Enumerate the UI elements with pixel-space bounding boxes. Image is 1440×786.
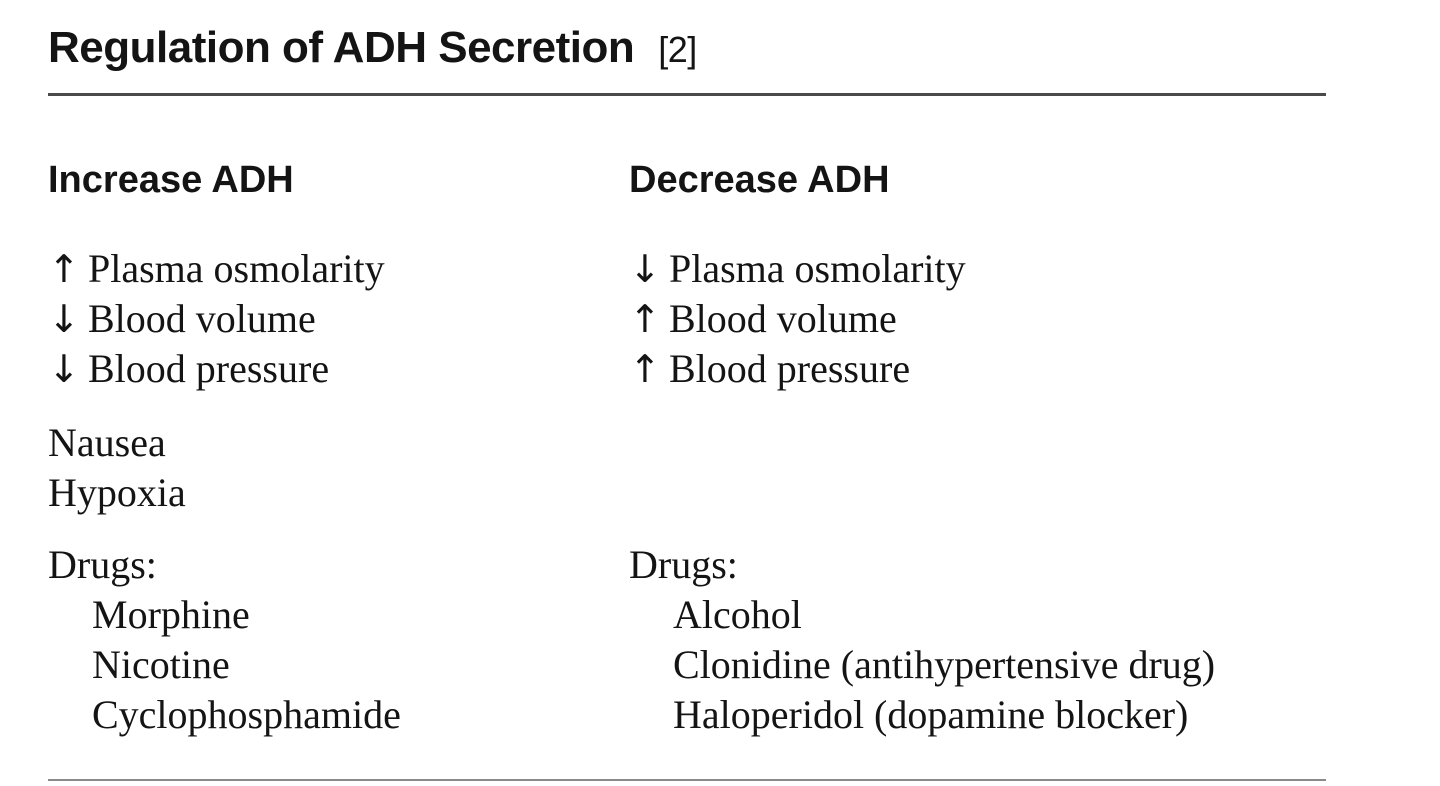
list-item: ↑ Blood pressure — [629, 344, 966, 394]
drugs-label: Drugs: — [629, 542, 738, 587]
list-item: ↑ Plasma osmolarity — [48, 244, 385, 294]
top-divider — [48, 93, 1326, 96]
list-item: Cyclophosphamide — [92, 692, 401, 737]
arrow-up-icon: ↑ — [629, 347, 661, 391]
page-title — [48, 20, 697, 78]
list-item: ↓ Plasma osmolarity — [629, 244, 966, 294]
list-item: Haloperidol (dopamine blocker) — [673, 692, 1189, 737]
physiological-changes-list — [48, 244, 385, 394]
list-item: ↓ Blood pressure — [48, 344, 385, 394]
column-heading: Decrease ADH — [629, 159, 890, 201]
drugs-label: Drugs: — [48, 542, 157, 587]
other-stimuli-list — [48, 418, 186, 518]
column-heading: Increase ADH — [48, 159, 294, 201]
list-item: Nicotine — [92, 642, 230, 687]
list-item: Morphine — [92, 592, 250, 637]
drugs-list — [629, 540, 1215, 740]
increase-adh-column — [48, 152, 401, 737]
physiological-changes-list — [629, 244, 966, 394]
arrow-down-icon: ↓ — [48, 347, 80, 391]
list-item: Hypoxia — [48, 470, 186, 515]
list-item: ↑ Blood volume — [629, 294, 966, 344]
list-item: Clonidine (antihypertensive drug) — [673, 642, 1216, 687]
arrow-up-icon: ↑ — [629, 297, 661, 341]
bottom-divider — [48, 779, 1326, 781]
decrease-adh-column — [629, 152, 1216, 737]
arrow-down-icon: ↓ — [629, 247, 661, 291]
arrow-up-icon: ↑ — [48, 247, 80, 291]
title-text: Regulation of ADH Secretion — [48, 23, 635, 72]
arrow-down-icon: ↓ — [48, 297, 80, 341]
list-item: Nausea — [48, 420, 166, 465]
list-item: Alcohol — [673, 592, 802, 637]
reference-citation: [2] — [658, 29, 697, 70]
list-item: ↓ Blood volume — [48, 294, 385, 344]
drugs-list — [48, 540, 401, 740]
